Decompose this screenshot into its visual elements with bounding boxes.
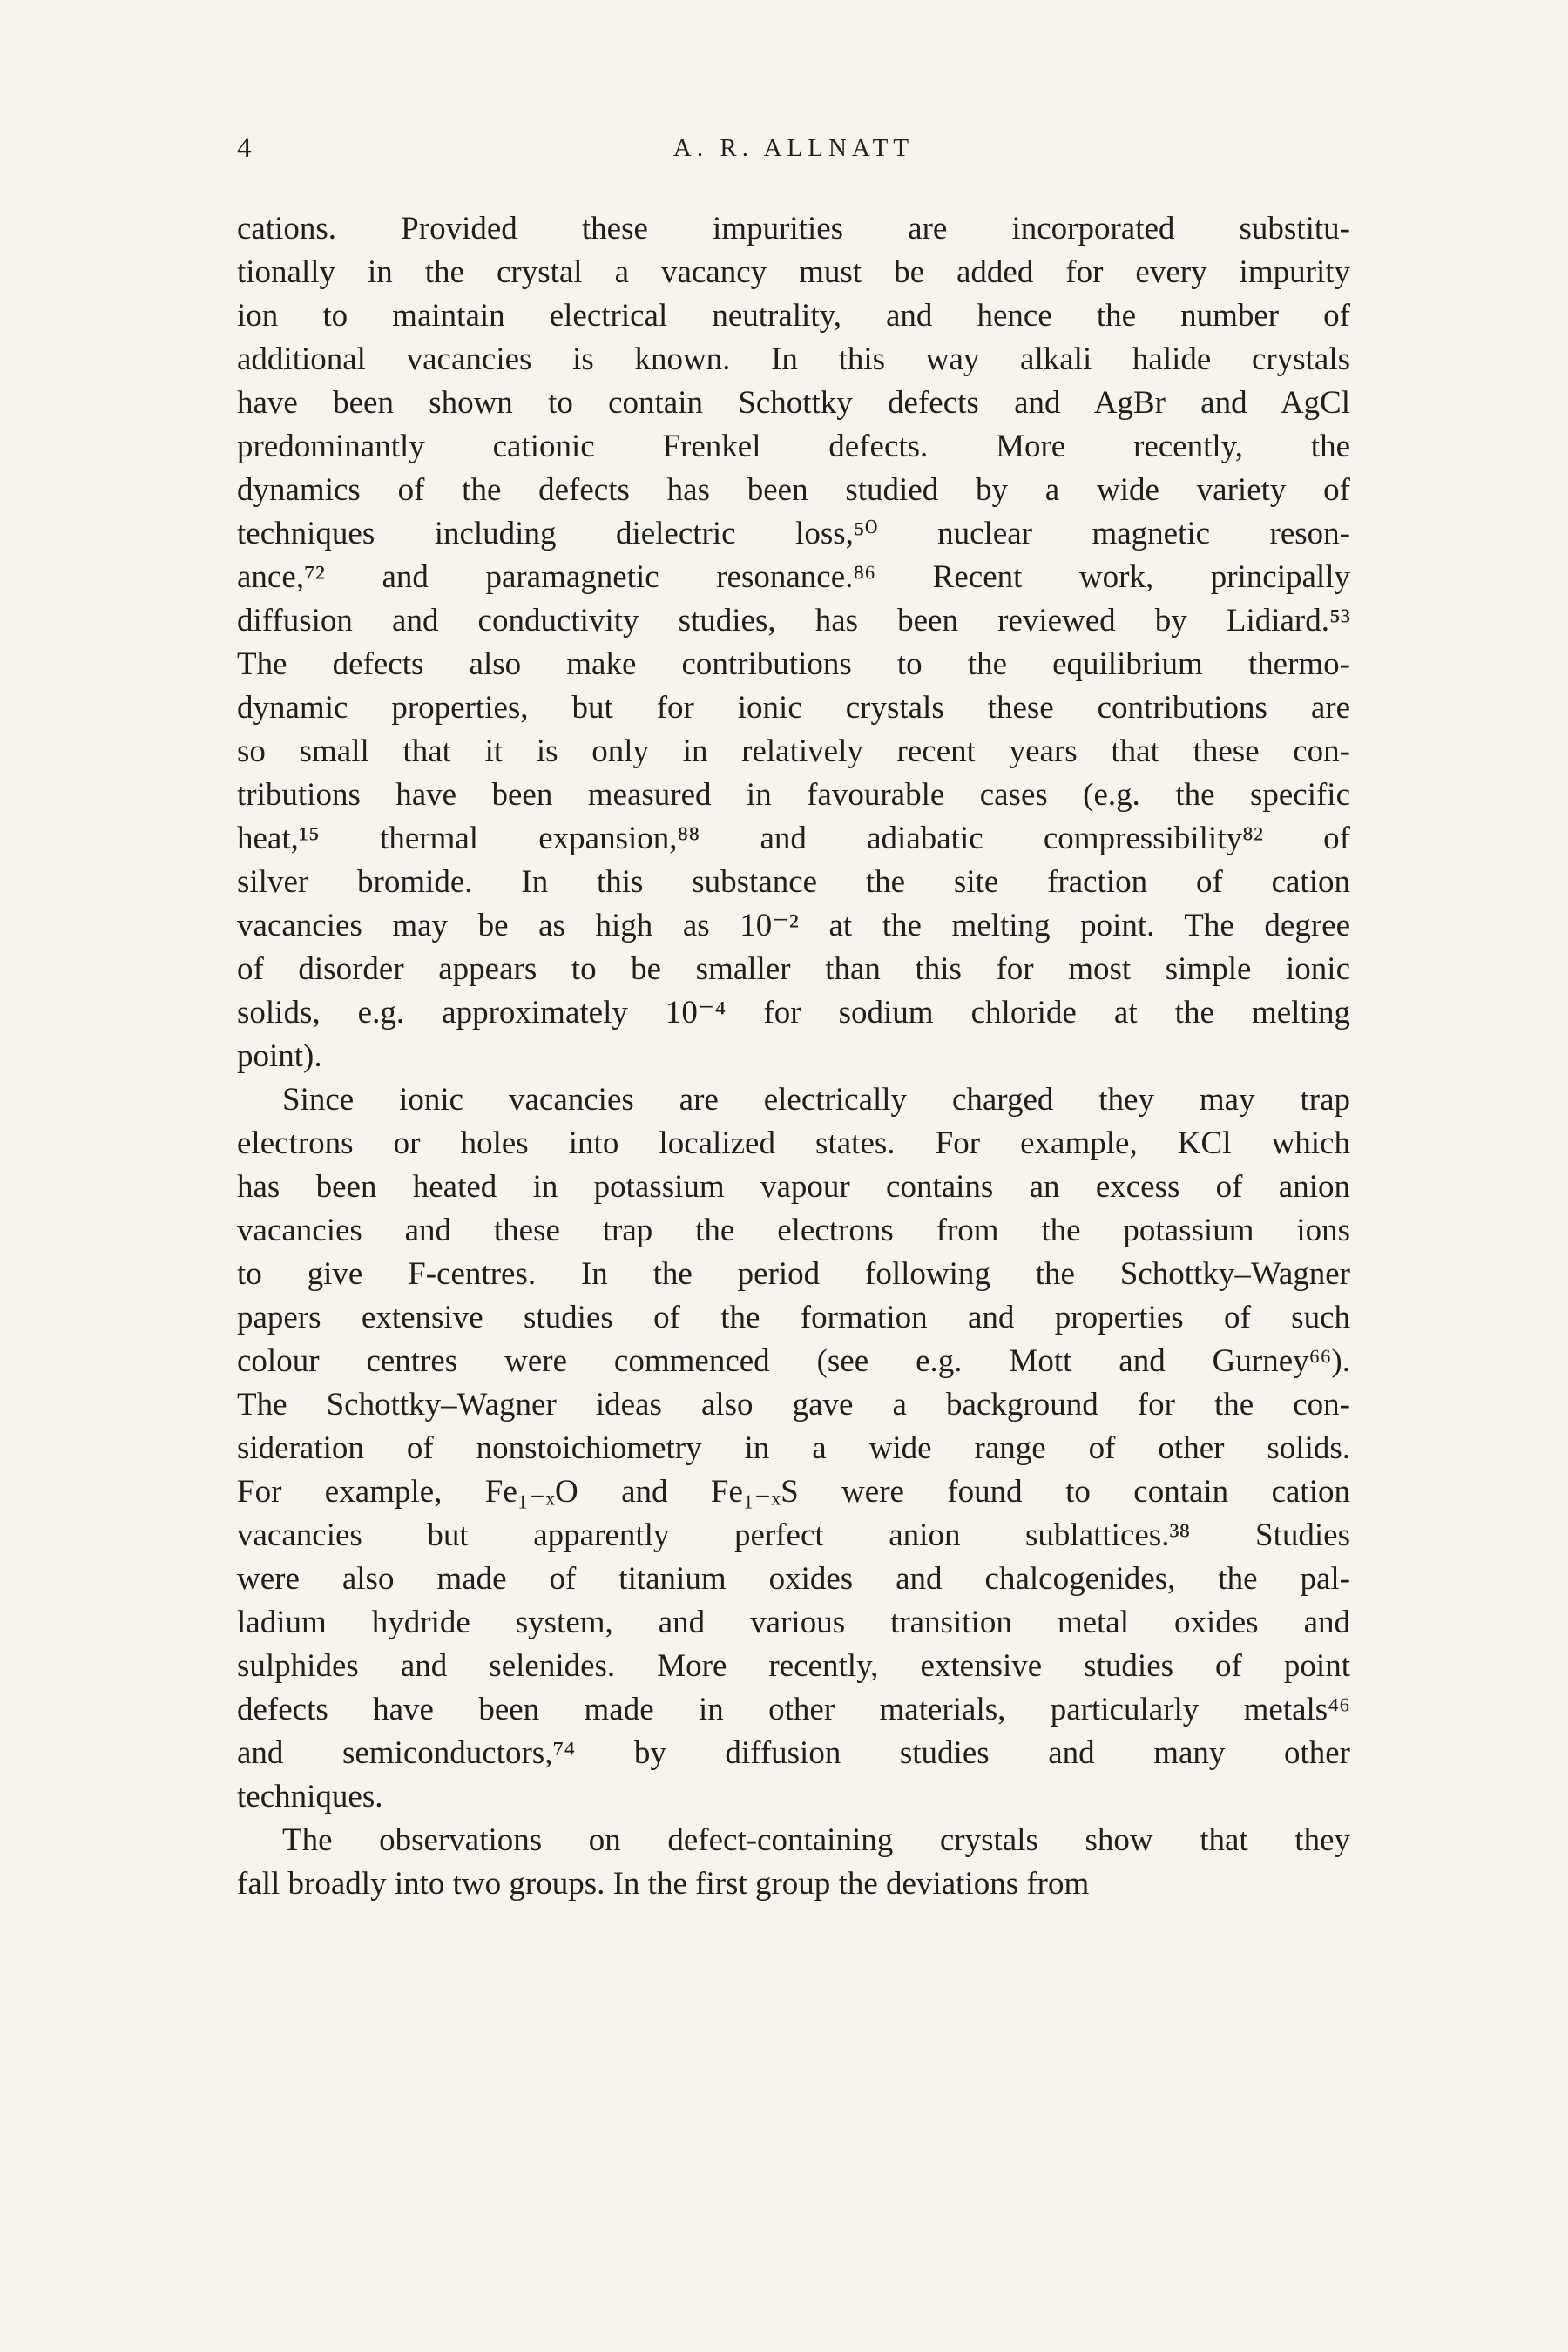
text-line: tionally in the crystal a vacancy must be added for every impurity [237,254,1350,290]
text-block [237,207,1350,1906]
text-line: cations. Provided these impurities are incorporated substitu- [237,211,1350,247]
text-line: ion to maintain electrical neutrality, and hence the number of [237,298,1350,334]
text-line: ance,⁷² and paramagnetic resonance.⁸⁶ Recent work, principally [237,559,1350,595]
text-line: The defects also make contributions to the equilibrium thermo- [237,646,1350,682]
text-line: were also made of titanium oxides and chalcogenides, the pal- [237,1561,1350,1597]
text-line: fall broadly into two groups. In the first group the deviations from [237,1866,1090,1902]
text-line: have been shown to contain Schottky defects and AgBr and AgCl [237,385,1350,421]
text-line: vacancies and these trap the electrons from the potassium ions [237,1213,1350,1248]
text-line: additional vacancies is known. In this way alkali halide crystals [237,341,1350,377]
text-line: point). [237,1038,322,1074]
text-line: to give F-centres. In the period following the Schottky–Wagner [237,1256,1350,1292]
text-line: silver bromide. In this substance the site fraction of cation [237,864,1350,900]
text-line: sideration of nonstoichiometry in a wide range of other solids. [237,1430,1350,1466]
page-header [237,131,1350,169]
text-line: dynamics of the defects has been studied by a wide variety of [237,472,1350,508]
text-line: electrons or holes into localized states. For example, KCl which [237,1125,1350,1161]
text-line: of disorder appears to be smaller than this for most simple ionic [237,951,1350,987]
text-line: sulphides and selenides. More recently, extensive studies of point [237,1648,1350,1684]
body-paragraph [237,1078,1350,1819]
text-line: Since ionic vacancies are electrically charged they may trap [282,1082,1350,1118]
text-line: For example, Fe₁₋ₓO and Fe₁₋ₓS were found to contain cation [237,1474,1350,1510]
text-line: techniques including dielectric loss,⁵⁰ nuclear magnetic reson- [237,516,1350,551]
running-head: A. R. ALLNATT [672,134,915,162]
text-line: vacancies may be as high as 10⁻² at the melting point. The degree [237,908,1350,943]
body-paragraph [237,1819,1350,1906]
text-line: The Schottky–Wagner ideas also gave a background for the con- [237,1387,1350,1423]
text-line: papers extensive studies of the formation and properties of such [237,1300,1350,1335]
text-line: solids, e.g. approximately 10⁻⁴ for sodium chloride at the melting [237,995,1350,1031]
text-line: diffusion and conductivity studies, has been reviewed by Lidiard.⁵³ [237,603,1350,639]
text-line: vacancies but apparently perfect anion sublattices.³⁸ Studies [237,1517,1350,1553]
text-line: defects have been made in other materials, particularly metals⁴⁶ [237,1692,1350,1727]
text-line: techniques. [237,1779,383,1815]
text-line: dynamic properties, but for ionic crystals these contributions are [237,690,1350,726]
body-paragraph [237,207,1350,1078]
text-line: predominantly cationic Frenkel defects. More recently, the [237,429,1350,464]
text-line: tributions have been measured in favourable cases (e.g. the specific [237,777,1350,813]
text-line: and semiconductors,⁷⁴ by diffusion studies and many other [237,1735,1350,1771]
page-number: 4 [237,132,253,164]
text-line: so small that it is only in relatively recent years that these con- [237,733,1350,769]
text-line: colour centres were commenced (see e.g. Mott and Gurney⁶⁶). [237,1343,1350,1379]
text-line: The observations on defect-containing crystals show that they [282,1822,1350,1858]
text-line: ladium hydride system, and various transition metal oxides and [237,1605,1350,1640]
text-line: has been heated in potassium vapour contains an excess of anion [237,1169,1350,1205]
text-line: heat,¹⁵ thermal expansion,⁸⁸ and adiabatic compressibility⁸² of [237,821,1350,856]
